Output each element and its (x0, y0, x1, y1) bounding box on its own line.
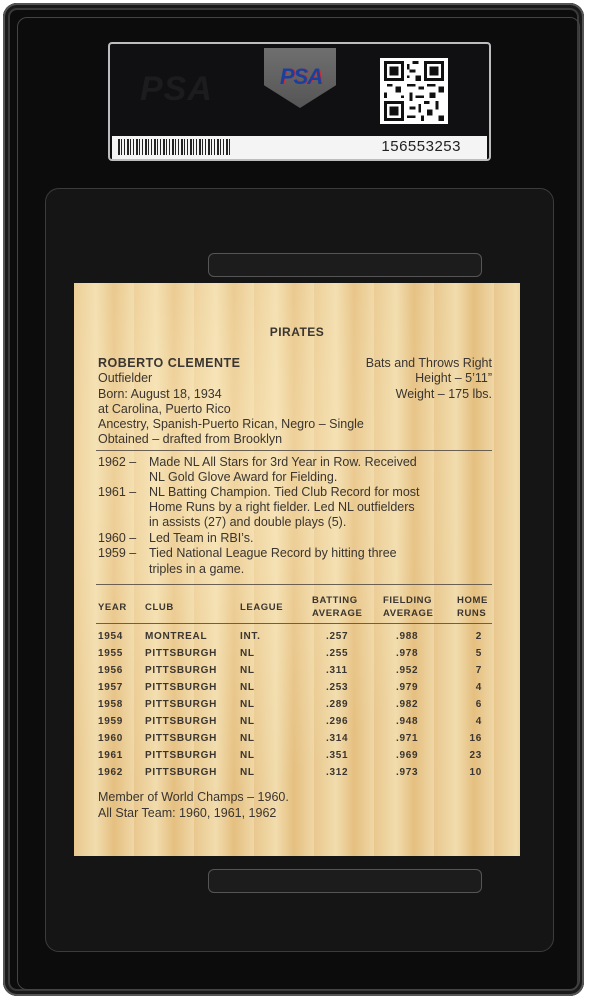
psa-label (108, 42, 491, 161)
row-club: PITTSBURGH (145, 750, 217, 761)
highlight-line: Made NL All Stars for 3rd Year in Row. Received (149, 455, 417, 469)
row-fielding: .988 (396, 631, 419, 642)
table-top-rule (96, 584, 492, 585)
obtained: Obtained – drafted from Brooklyn (98, 432, 283, 446)
row-club: PITTSBURGH (145, 733, 217, 744)
row-club: PITTSBURGH (145, 699, 217, 710)
row-batting: .312 (326, 767, 349, 778)
row-club: PITTSBURGH (145, 767, 217, 778)
highlight-year: 1960 – (98, 531, 137, 545)
row-fielding: .973 (396, 767, 419, 778)
player-position: Outfielder (98, 371, 153, 385)
qr-code-icon[interactable] (380, 58, 448, 124)
row-hr: 10 (469, 767, 482, 778)
row-batting: .257 (326, 631, 349, 642)
col-header-batting-avg: AVERAGE (312, 608, 363, 619)
col-header-year: YEAR (98, 602, 127, 613)
col-header-batting: BATTING (312, 595, 358, 606)
row-year: 1955 (98, 648, 124, 659)
row-batting: .311 (326, 665, 348, 676)
player-height: Height – 5’11” (415, 371, 492, 385)
row-hr: 23 (469, 750, 482, 761)
row-league: NL (240, 665, 255, 676)
row-hr: 6 (475, 699, 482, 710)
row-hr: 16 (469, 733, 482, 744)
holder-slot-top (208, 253, 482, 277)
ancestry: Ancestry, Spanish-Puerto Rican, Negro – Single (98, 417, 364, 431)
holder-slot-bottom (208, 869, 482, 893)
all-star-note: All Star Team: 1960, 1961, 1962 (98, 806, 277, 820)
highlight-line: NL Gold Glove Award for Fielding. (149, 470, 338, 484)
row-year: 1958 (98, 699, 124, 710)
highlight-line: Home Runs by a right fielder. Led NL outfielders (149, 500, 415, 514)
bats-throws: Bats and Throws Right (365, 356, 492, 370)
row-hr: 4 (475, 716, 482, 727)
highlight-year: 1962 – (98, 455, 137, 469)
row-year: 1961 (98, 750, 124, 761)
world-champs-note: Member of World Champs – 1960. (98, 790, 289, 804)
row-fielding: .979 (396, 682, 419, 693)
row-hr: 5 (475, 648, 482, 659)
row-fielding: .948 (396, 716, 419, 727)
row-club: PITTSBURGH (145, 682, 217, 693)
row-league: INT. (240, 631, 261, 642)
psa-logo: PSA (279, 64, 323, 89)
highlight-line: triples in a game. (149, 562, 245, 576)
row-club: PITTSBURGH (145, 716, 217, 727)
row-batting: .253 (326, 682, 349, 693)
row-fielding: .952 (396, 665, 419, 676)
baseball-card-back (74, 283, 520, 856)
row-fielding: .971 (396, 733, 419, 744)
cert-number[interactable]: 156553253 (381, 138, 461, 155)
player-weight: Weight – 175 lbs. (395, 387, 492, 401)
label-barcode-strip (112, 136, 487, 159)
row-league: NL (240, 750, 255, 761)
row-league: NL (240, 767, 255, 778)
highlight-line: Tied National League Record by hitting three (149, 546, 397, 560)
row-league: NL (240, 648, 255, 659)
row-fielding: .982 (396, 699, 419, 710)
row-league: NL (240, 716, 255, 727)
col-header-fielding: FIELDING (383, 595, 433, 606)
row-year: 1957 (98, 682, 124, 693)
row-batting: .314 (326, 733, 349, 744)
row-year: 1962 (98, 767, 124, 778)
row-year: 1960 (98, 733, 124, 744)
highlight-line: in assists (27) and double plays (5). (149, 515, 347, 529)
row-hr: 4 (475, 682, 482, 693)
row-year: 1956 (98, 665, 124, 676)
team-name: PIRATES (269, 325, 325, 339)
col-header-club: CLUB (145, 602, 174, 613)
col-header-fielding-avg: AVERAGE (383, 608, 434, 619)
row-batting: .351 (326, 750, 349, 761)
col-header-home: HOME (457, 595, 488, 606)
table-header-rule (96, 623, 492, 624)
col-header-runs: RUNS (457, 608, 487, 619)
player-name: ROBERTO CLEMENTE (98, 356, 241, 370)
row-league: NL (240, 682, 255, 693)
highlight-line: Led Team in RBI’s. (149, 531, 254, 545)
row-league: NL (240, 699, 255, 710)
row-year: 1959 (98, 716, 124, 727)
row-club: PITTSBURGH (145, 648, 217, 659)
row-year: 1954 (98, 631, 124, 642)
row-fielding: .969 (396, 750, 419, 761)
highlight-line: NL Batting Champion. Tied Club Record for most (149, 485, 420, 499)
highlight-year: 1959 – (98, 546, 137, 560)
birth-place: at Carolina, Puerto Rico (98, 402, 231, 416)
psa-watermark-logo: PSA (140, 70, 213, 108)
highlight-year: 1961 – (98, 485, 137, 499)
barcode-icon (118, 139, 232, 155)
row-club: PITTSBURGH (145, 665, 217, 676)
row-league: NL (240, 733, 255, 744)
row-hr: 7 (475, 665, 482, 676)
row-batting: .255 (326, 648, 349, 659)
row-batting: .296 (326, 716, 349, 727)
row-batting: .289 (326, 699, 349, 710)
row-club: MONTREAL (145, 631, 208, 642)
birth-date: Born: August 18, 1934 (98, 387, 222, 401)
row-fielding: .978 (396, 648, 419, 659)
divider (96, 450, 492, 451)
row-hr: 2 (475, 631, 482, 642)
col-header-league: LEAGUE (240, 602, 284, 613)
